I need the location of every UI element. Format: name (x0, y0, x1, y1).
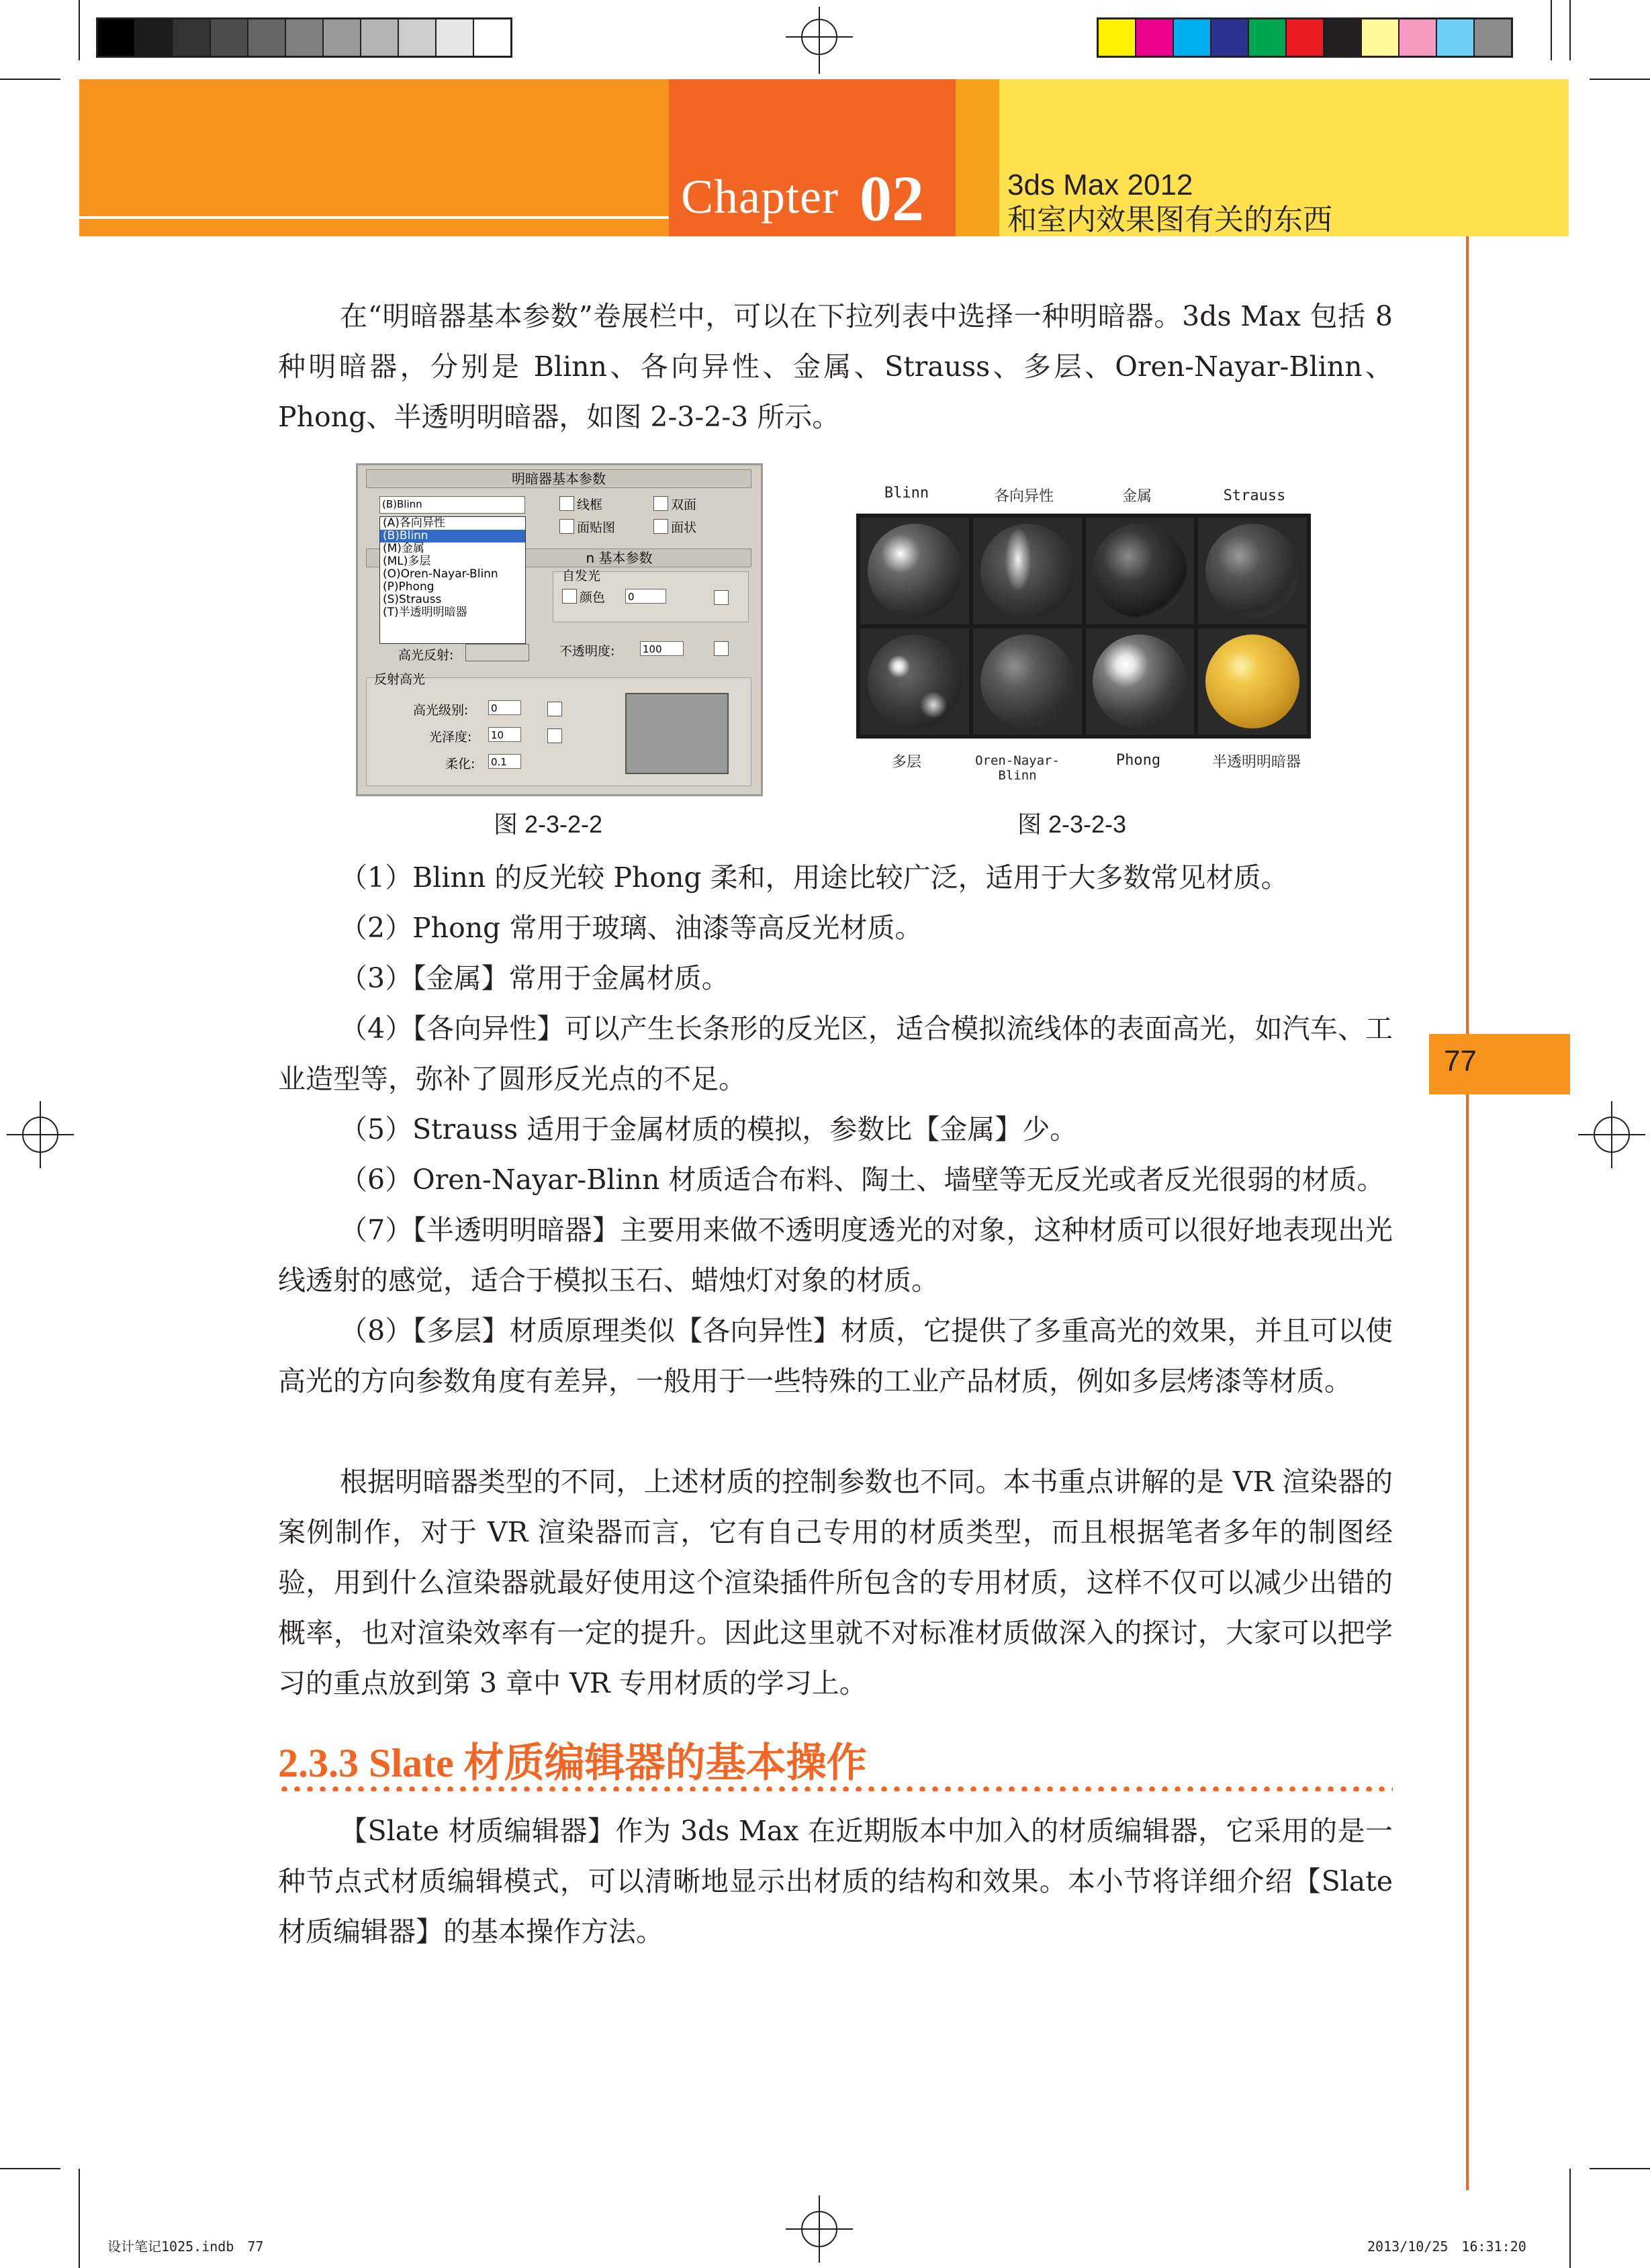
second-rollout-label: n 基本参数 (586, 550, 653, 566)
summary-paragraph: 根据明暗器类型的不同，上述材质的控制参数也不同。本书重点讲解的是 VR 渲染器的案例制作，对于 VR 渲染器而言，它有自己专用的材质类型，而且根据笔者多年的制图经验，用到什么渲染器就最好使用这个渲染插件所包含的专用材质，这样不仅可以减少出错的概率，也对渲染效率有一定的提升。因此这里就不对标准材质做深入的探讨，大家可以把学习的重点放到第 3 章中 VR 专用材质的学习上。 (278, 1466, 1393, 1699)
shader-option[interactable]: (ML)多层 (383, 555, 431, 568)
sphere-label: Oren-Nayar-Blinn (975, 753, 1060, 783)
margin-rule (1466, 236, 1469, 2190)
list-item: （5）Strauss 适用于金属材质的模拟，参数比【金属】少。 (340, 1113, 1078, 1145)
sphere-cell (973, 518, 1082, 624)
section-heading: 2.3.3 Slate 材质编辑器的基本操作 (278, 1741, 867, 1785)
shader-option[interactable]: (O)Oren-Nayar-Blinn (383, 567, 498, 581)
list-item: （7）【半透明明暗器】主要用来做不透明度透光的对象，这种材质可以很好地表现出光线透射的感觉，适合于模拟玉石、蜡烛灯对象的材质。 (278, 1214, 1393, 1296)
shader-basic-params-dialog (356, 463, 763, 796)
list-item: （8）【多层】材质原理类似【各向异性】材质，它提供了多重高光的效果，并且可以使高光的方向参数角度有差异，一般用于一些特殊的工业产品材质，例如多层烤漆等材质。 (278, 1315, 1393, 1397)
spec-level-label: 高光级别: (413, 703, 469, 718)
footer-file: 设计笔记1025.indb 77 (107, 2238, 264, 2255)
opacity-value[interactable]: 100 (640, 641, 684, 656)
sphere-label: 金属 (1121, 488, 1152, 505)
sphere-label: 多层 (891, 754, 921, 771)
shader-option[interactable]: (M)金属 (383, 542, 424, 555)
list-item: （1）Blinn 的反光较 Phong 柔和，用途比较广泛，适用于大多数常见材质。 (340, 861, 1289, 894)
shader-option[interactable]: (A)各向异性 (383, 516, 445, 530)
sphere-cell (1198, 518, 1307, 624)
faceted-label: 面状 (671, 520, 697, 535)
faceted-checkbox[interactable] (653, 519, 668, 534)
chapter-word: Chapter (681, 170, 839, 224)
section-paragraph: 【Slate 材质编辑器】作为 3ds Max 在近期版本中加入的材质编辑器，它采用的是一种节点式材质编辑模式，可以清晰地显示出材质的结构和效果。本小节将详细介绍【Slate 材质编辑器】的基本操作方法。 (278, 1815, 1393, 1948)
chapter-number: 02 (860, 162, 924, 234)
blinn-sphere (868, 524, 962, 618)
sphere-cell (860, 518, 969, 624)
book-title (1007, 168, 1332, 238)
sphere-cell (1086, 518, 1195, 624)
oren-nayar-blinn-sphere (980, 634, 1074, 728)
highlight-curve-preview (625, 693, 729, 774)
heading-dotted-rule (278, 1786, 1393, 1791)
multilayer-sphere (868, 634, 962, 728)
sphere-label: Blinn (884, 485, 929, 502)
sphere-label: Strauss (1223, 487, 1286, 504)
face-map-label: 面贴图 (577, 520, 616, 535)
self-illum-value[interactable]: 0 (625, 589, 666, 604)
glossiness-map[interactable] (547, 728, 562, 743)
shader-dropdown[interactable]: (B)Blinn (379, 496, 525, 514)
phong-sphere (1093, 634, 1187, 728)
list-item: （4）【各向异性】可以产生长条形的反光区，适合模拟流线体的表面高光，如汽车、工业造型等，弥补了圆形反光点的不足。 (278, 1012, 1393, 1095)
soften-label: 柔化: (445, 757, 475, 771)
sphere-label: 半透明明暗器 (1211, 754, 1301, 771)
specular-label: 高光反射: (398, 648, 454, 663)
sphere-cell (860, 628, 969, 735)
figure-left-caption: 图 2-3-2-2 (494, 810, 603, 838)
list-item: （3）【金属】常用于金属材质。 (340, 962, 729, 994)
list-item: （6）Oren-Nayar-Blinn 材质适合布料、陶土、墙壁等无反光或者反光很弱的材质。 (340, 1164, 1385, 1196)
self-illum-color-label: 颜色 (580, 590, 606, 605)
sphere-cell (973, 628, 1082, 735)
header-rule (79, 216, 669, 219)
shader-option[interactable]: (T)半透明明暗器 (383, 606, 467, 619)
translucent-sphere (1205, 634, 1299, 728)
page-number: 77 (1444, 1045, 1477, 1078)
book-title-line2: 和室内效果图有关的东西 (1007, 203, 1332, 236)
soften-value[interactable]: 0.1 (488, 754, 521, 769)
shader-option[interactable]: (P)Phong (383, 580, 434, 594)
header-stripe (956, 79, 999, 236)
shader-option[interactable]: (S)Strauss (383, 593, 442, 606)
wire-checkbox[interactable] (559, 496, 574, 511)
self-illum-color-checkbox[interactable] (562, 589, 577, 604)
sphere-cell (1198, 628, 1307, 735)
opacity-map-button[interactable] (714, 641, 729, 656)
glossiness-value[interactable]: 10 (488, 727, 521, 742)
footer-date: 2013/10/25 16:31:20 (1367, 2238, 1526, 2255)
self-illum-label: 自发光 (562, 569, 601, 583)
book-title-line1: 3ds Max 2012 (1007, 169, 1193, 201)
rollout-title[interactable]: 明暗器基本参数 (366, 469, 751, 488)
specular-swatch[interactable] (465, 644, 529, 661)
sphere-cell (1086, 628, 1195, 735)
strauss-sphere (1205, 524, 1299, 618)
shader-dropdown-list[interactable] (379, 516, 526, 644)
glossiness-label: 光泽度: (429, 730, 472, 745)
two-sided-label: 双面 (671, 498, 697, 512)
reflect-highlight-label: 反射高光 (374, 672, 426, 687)
figure-right-caption: 图 2-3-2-3 (1017, 810, 1127, 838)
two-sided-checkbox[interactable] (653, 496, 668, 511)
spec-level-map[interactable] (547, 702, 562, 716)
shader-option-selected[interactable]: (B)Blinn (380, 530, 525, 542)
wire-label: 线框 (577, 498, 603, 512)
metal-sphere (1093, 524, 1187, 618)
shader-sphere-grid (856, 514, 1311, 739)
list-item: （2）Phong 常用于玻璃、油漆等高反光材质。 (340, 912, 923, 944)
anisotropic-sphere (980, 524, 1074, 618)
self-illum-map-button[interactable] (714, 590, 729, 605)
opacity-label: 不透明度: (559, 644, 615, 659)
sphere-label: 各向异性 (994, 488, 1054, 505)
intro-paragraph: 在“明暗器基本参数”卷展栏中，可以在下拉列表中选择一种明暗器。3ds Max 包括 8 种明暗器，分别是 Blinn、各向异性、金属、Strauss、多层、Oren-Nayar-Blinn、Phong、半透明明暗器，如图 2-3-2-3 所示。 (278, 300, 1393, 433)
spec-level-value[interactable]: 0 (488, 700, 521, 715)
sphere-label: Phong (1115, 752, 1161, 769)
face-map-checkbox[interactable] (559, 519, 574, 534)
